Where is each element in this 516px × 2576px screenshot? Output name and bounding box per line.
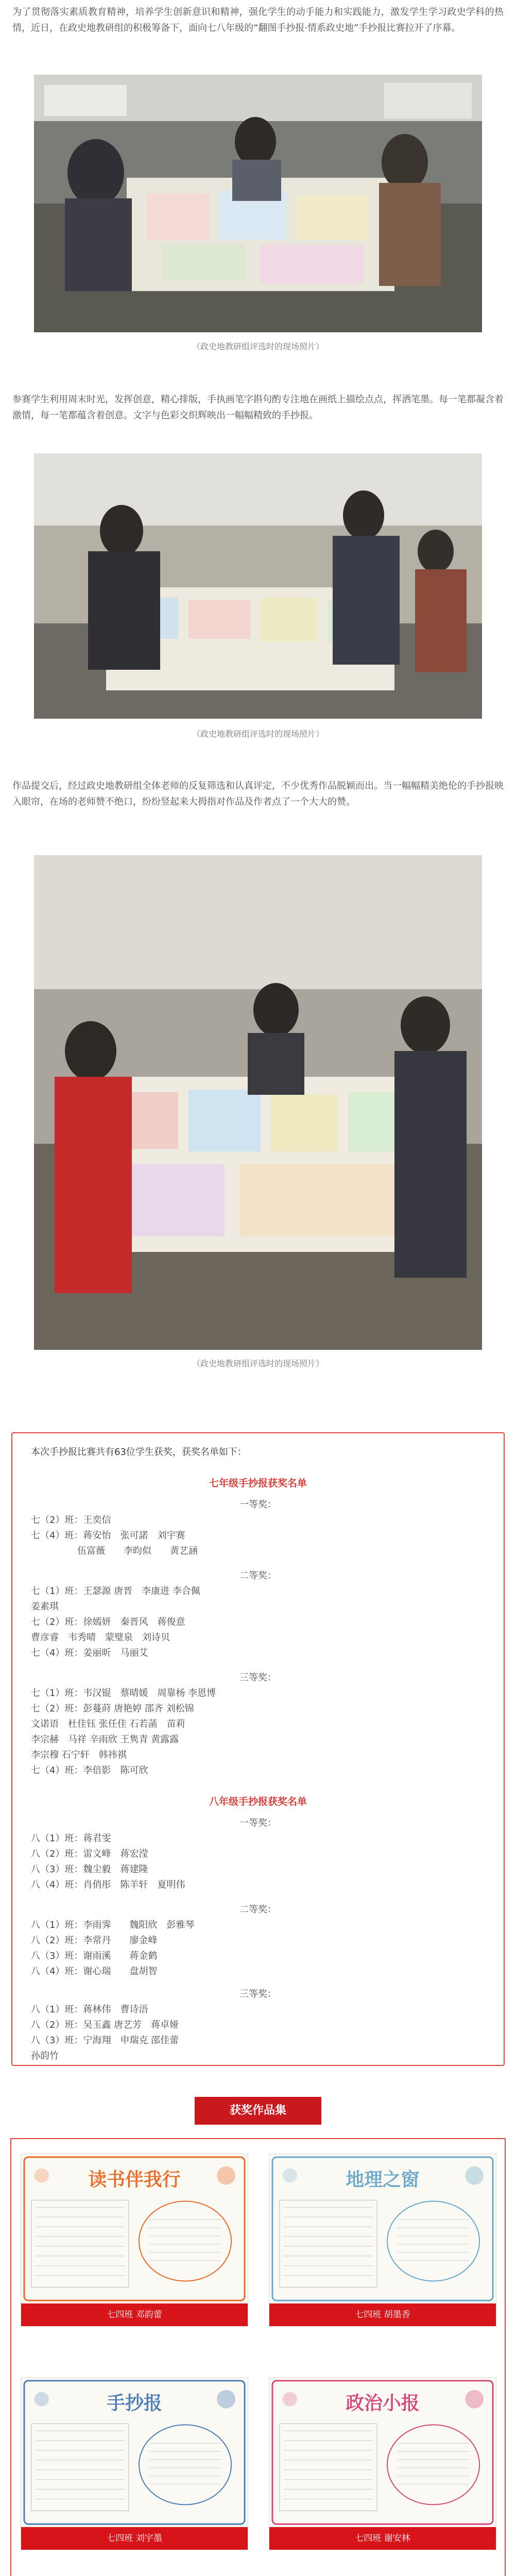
artwork-card <box>269 2154 496 2327</box>
winner-line: 七（4）班：李倍影 陈可欣 <box>31 1765 148 1776</box>
paragraph-3: 作品提交后，经过政史地教研组全体老师的反复筛选和认真评定，不少优秀作品脱颖而出。当一幅幅精美绝伦的手抄报映入眼帘，在场的老师赞不绝口，纷纷竖起来大拇指对作品及作者点了一个大大的赞。 <box>12 781 504 807</box>
winner-line: 八（2）班：吴玉鑫 唐艺芳 蒋卓娅 <box>31 2020 179 2030</box>
event-photo-3 <box>34 855 482 1350</box>
artwork-headline: 地理之窗 <box>346 2169 420 2191</box>
grade8-first-prize-heading: 一等奖： <box>239 1818 277 1828</box>
paragraph-2: 参赛学生利用周末时光，发挥创意，精心排版，手执画笔字斟句酌专注地在画纸上描绘点点，挥洒笔墨。每一笔都凝含着激情，每一笔都蕴含着创意。文字与色彩交织辉映出一幅幅精致的手抄报。 <box>12 394 504 421</box>
gallery <box>10 2138 506 2576</box>
artwork-card <box>21 2377 248 2550</box>
winner-line: 伍富薇 李昀似 黄艺涵 <box>31 1546 198 1556</box>
winner-line: 七（1）班：王瑟源 唐晋 李康进 李合佩 <box>31 1586 200 1597</box>
artwork-headline: 读书伴我行 <box>88 2169 181 2191</box>
winner-line: 李宗赫 马祥 辛雨欣 王隽青 黄露露 <box>31 1734 179 1745</box>
grade7-first-prize-heading: 一等奖： <box>239 1499 277 1510</box>
intro-paragraph: 为了贯彻落实素质教育精神，培养学生创新意识和精神，强化学生的动手能力和实践能力，激发学生学习政史学科的热情，近日，在政史地教研组的积极筹备下，面向七八年级的“翻图手抄报·情系政史地”手抄报比赛拉开了序幕。 <box>12 7 504 33</box>
winner-line: 七（2）班：彭蔓莳 唐艳婷 邵齐 刘松锦 <box>31 1703 194 1714</box>
winner-line: 八（4）班：肖俏彤 陈羊轩 夏明伟 <box>31 1879 185 1890</box>
winners-intro: 本次手抄报比赛共有63位学生获奖，获奖名单如下： <box>31 1447 247 1458</box>
event-photo-1 <box>34 75 482 332</box>
winner-line: 李宗穆 石宁轩 韩祎祺 <box>31 1750 127 1760</box>
grade8-third-prize-heading: 三等奖： <box>239 1989 277 1999</box>
grade7-second-prize-heading: 二等奖： <box>239 1570 277 1581</box>
winner-line: 七（2）班：王奕信 <box>31 1515 111 1526</box>
artwork-headline: 政治小报 <box>346 2393 420 2414</box>
winner-line: 八（1）班：李雨霁 魏阳欣 彭雅琴 <box>31 1920 195 1930</box>
event-photo-2 <box>34 453 482 719</box>
artwork-label: 七四班 胡墨香 <box>269 2303 496 2326</box>
artwork-image <box>21 2378 248 2550</box>
winner-line: 八（2）班：李常丹 廖金峰 <box>31 1935 158 1946</box>
artwork-headline: 手抄报 <box>107 2393 162 2414</box>
winner-line: 八（1）班：蒋林伟 曹诗浯 <box>31 2004 148 2015</box>
winners-box <box>11 1432 505 2066</box>
winner-line: 姜素琪 <box>31 1601 59 1612</box>
winner-line: 八（1）班：蒋君雯 <box>31 1833 111 1844</box>
grade8-title: 八年级手抄报获奖名单 <box>209 1796 307 1807</box>
photo-caption-1: （政史地教研组评选时的现场照片） <box>192 342 324 351</box>
artwork-label: 七四班 谢安林 <box>269 2527 496 2550</box>
artwork-image <box>21 2154 248 2326</box>
winner-line: 八（4）班：谢心瑞 盘胡智 <box>31 1966 158 1977</box>
winner-line: 八（3）班：魏尘毅 蒋建隆 <box>31 1864 158 1875</box>
winner-line: 八（2）班：雷文峰 蒋宏滢 <box>31 1849 148 1859</box>
grade8-second-prize-heading: 二等奖： <box>239 1904 277 1915</box>
photo-caption-3: （政史地教研组评选时的现场照片） <box>192 1359 324 1368</box>
gallery-title: 获奖作品集 <box>195 2097 321 2125</box>
winner-line: 八（3）班：谢雨溪 蒋金鹤 <box>31 1951 158 1961</box>
photo-caption-2: （政史地教研组评选时的现场照片） <box>192 729 324 739</box>
winner-line: 七（4）班：姜丽昕 马丽艾 <box>31 1648 148 1658</box>
artwork-card <box>269 2377 496 2550</box>
artwork-card <box>21 2154 248 2327</box>
winner-line: 曹彦睿 韦秀晴 蒙璧泉 刘诗贝 <box>31 1632 170 1643</box>
artwork-label: 七四班 邓韵蕾 <box>21 2303 248 2326</box>
artwork-image <box>269 2154 496 2326</box>
grade7-title: 七年级手抄报获奖名单 <box>209 1478 307 1489</box>
winner-line: 七（2）班：徐嫣妍 秦晋风 蒋俊意 <box>31 1617 185 1628</box>
artwork-label: 七四班 刘宇墨 <box>21 2527 248 2550</box>
winner-line: 孙韵竹 <box>31 2050 59 2061</box>
artwork-image <box>269 2378 496 2550</box>
grade7-third-prize-heading: 三等奖： <box>239 1672 277 1683</box>
winner-line: 文诺语 杜佳钰 张任佳 石若菡 苗莉 <box>31 1719 185 1730</box>
winner-line: 七（4）班：蒋安怡 张可諾 刘宇赛 <box>31 1530 185 1541</box>
winner-line: 八（3）班：宁海翔 申瑞克 邵佳蕾 <box>31 2035 179 2046</box>
winner-line: 七（1）班：韦汉锟 蔡晴媛 周靠杨 李恩博 <box>31 1688 216 1699</box>
